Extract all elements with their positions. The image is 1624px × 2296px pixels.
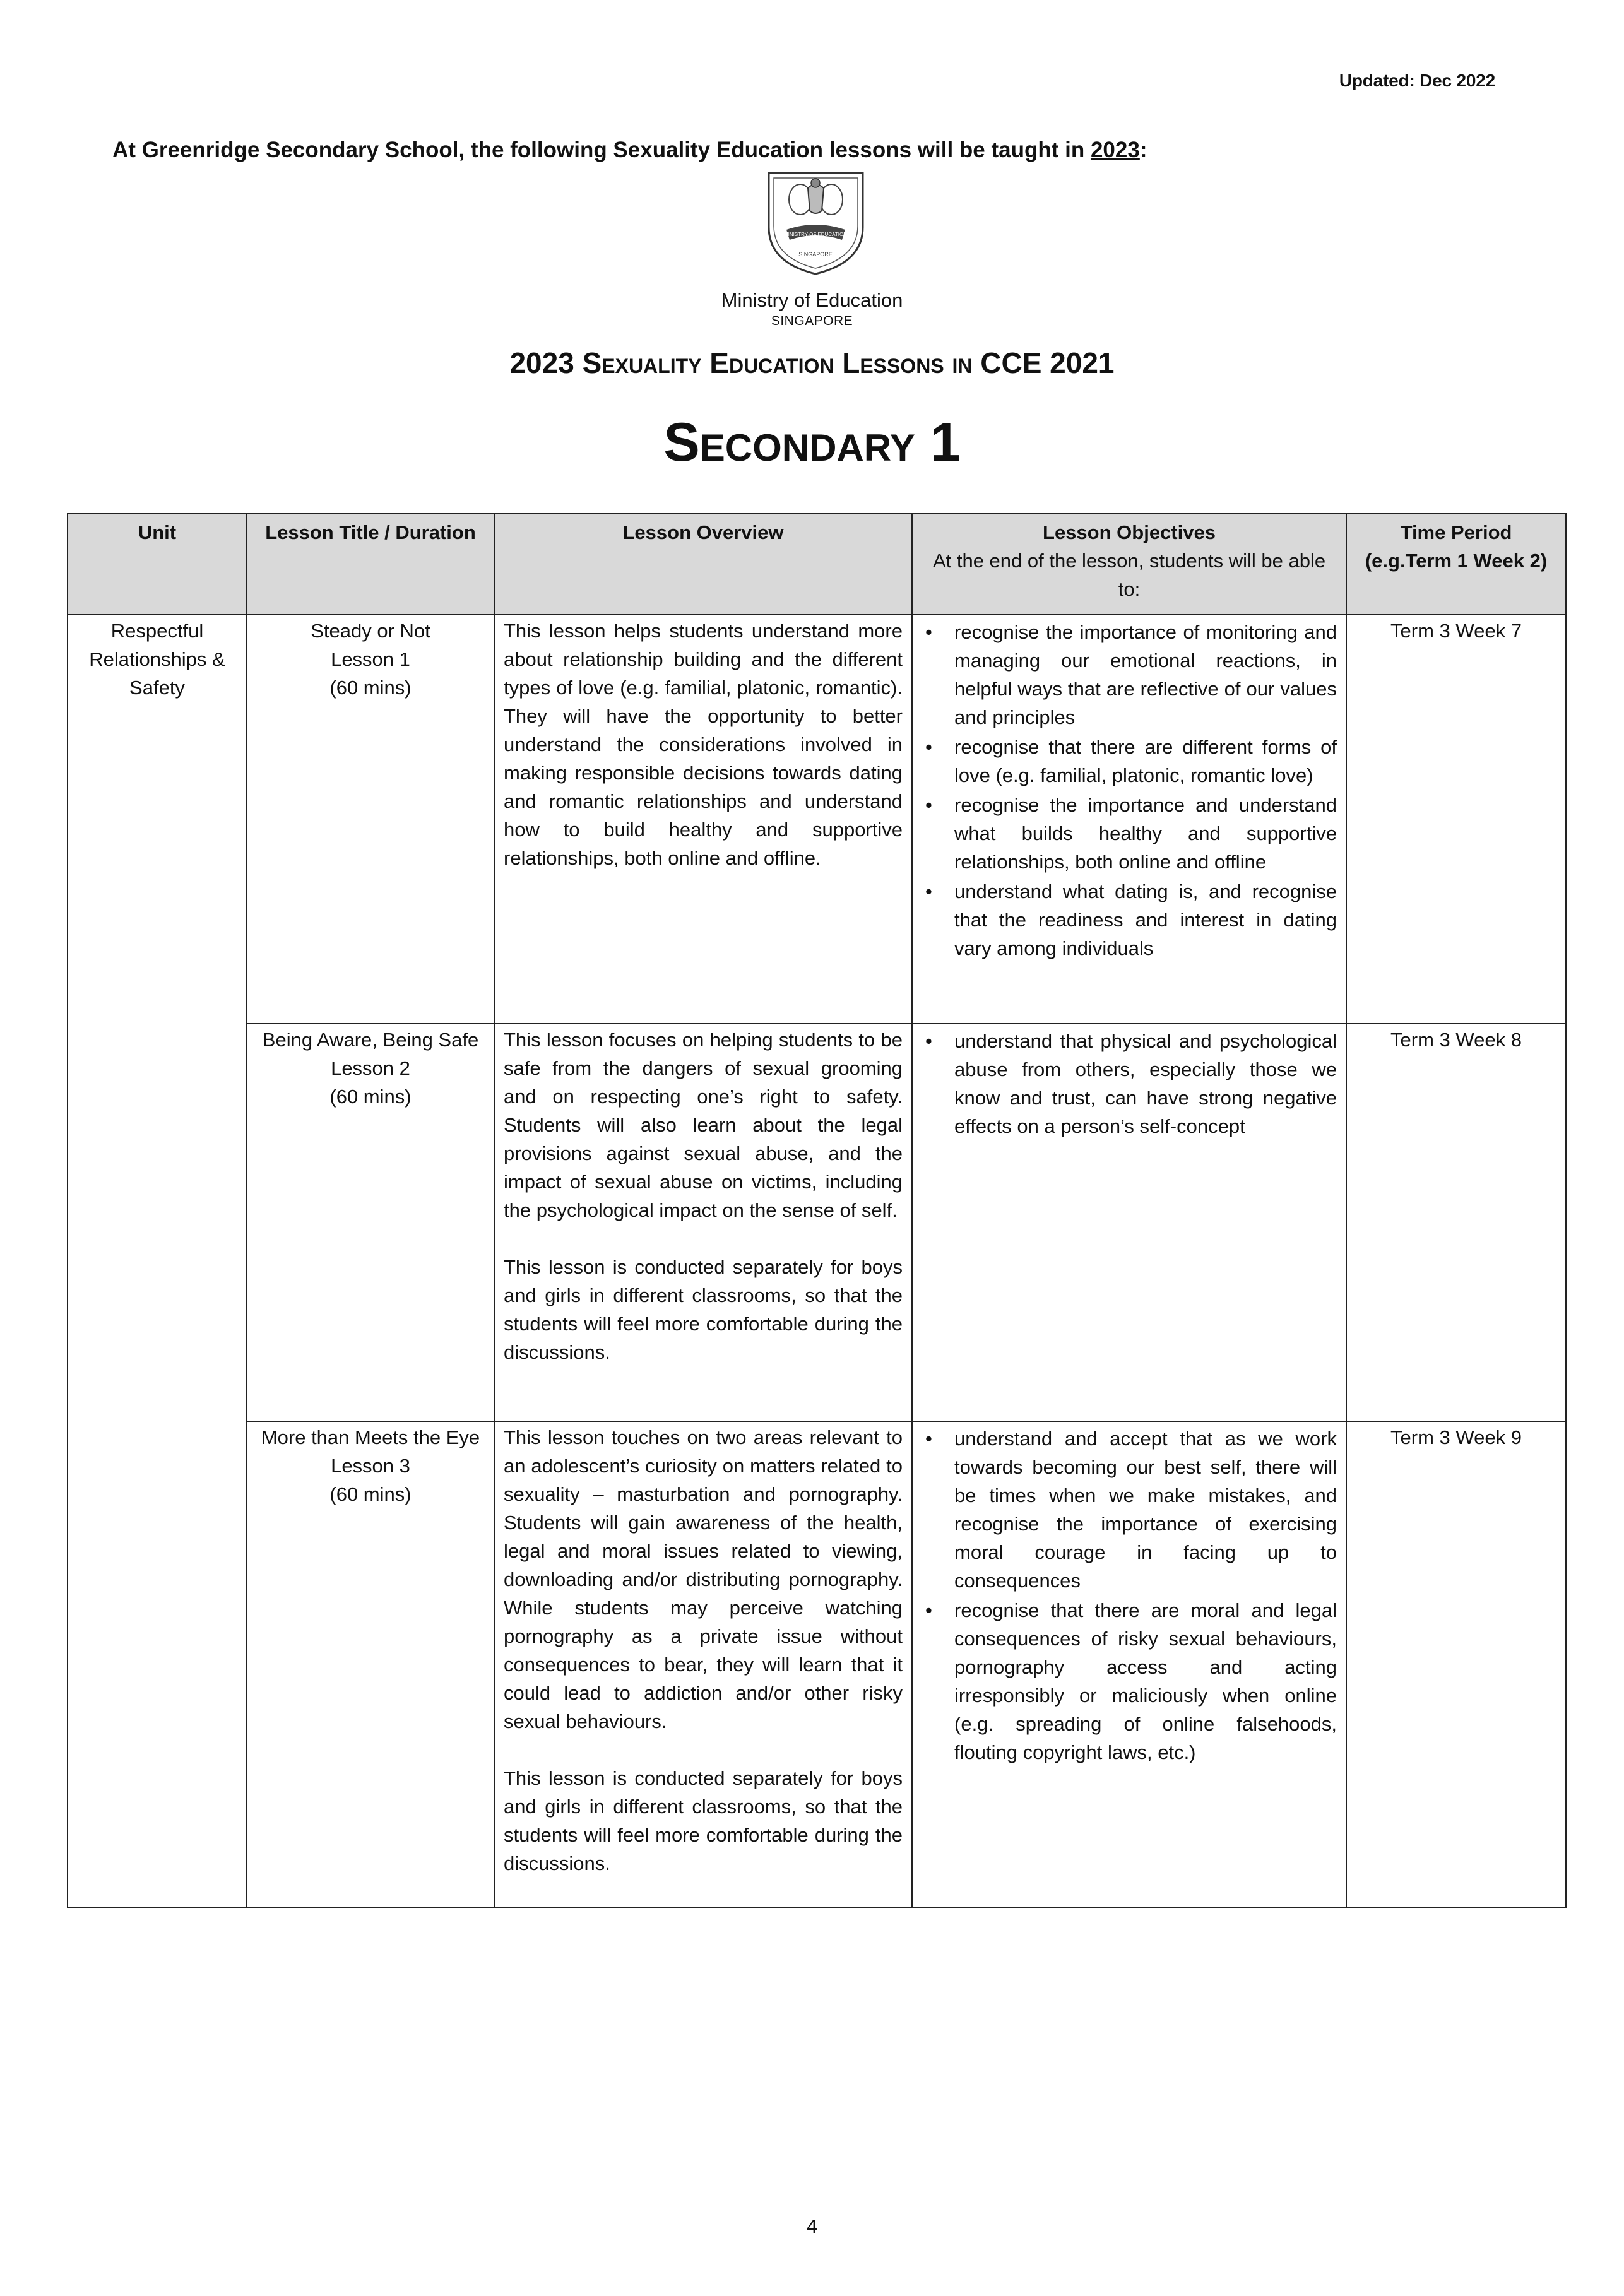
lesson-duration: (60 mins) [329, 677, 412, 699]
overview-paragraph: This lesson is conducted separately for boys and girls in different classrooms, so that the students will feel more comfortable during the discussions. [504, 1256, 903, 1363]
page-number: 4 [806, 2215, 818, 2237]
overview-paragraph: This lesson touches on two areas relevant to an adolescent’s curiosity on matters related to sexuality – masturbation and pornography. Students will gain awareness of the health, legal and moral issues related to viewing, downloading and/or distributing pornography. While students may perceive watching pornography as a private issue without consequences to bear, they will learn that it could lead to addiction and/or other risky sexual behaviours. [504, 1426, 903, 1732]
objective-item: • recognise the importance and understand what builds healthy and supportive relationships, both online and offline [922, 791, 1337, 876]
lesson-overview-cell [494, 1024, 912, 1421]
objective-item: • recognise that there are different forms of love (e.g. familial, platonic, romantic love) [922, 733, 1337, 790]
org-name: Ministry of Education [721, 289, 903, 311]
overview-paragraph: This lesson focuses on helping students to be safe from the dangers of sexual grooming and on respecting one’s right to safety. Students will also learn about the legal provisions against sexual abuse, and the impact of sexual abuse on victims, including the psychological impact on the sense of self. [504, 1029, 903, 1221]
objective-item: • understand what dating is, and recognise that the readiness and interest in dating vary among individuals [922, 877, 1337, 962]
lesson-title: More than Meets the Eye [261, 1426, 480, 1448]
org-country: SINGAPORE [771, 314, 853, 328]
updated-date: Updated: Dec 2022 [1339, 71, 1495, 90]
level-title: Secondary 1 [663, 412, 961, 473]
table-header-row [68, 514, 1566, 615]
table-row [68, 615, 1566, 1024]
header-lesson-title: Lesson Title / Duration [247, 514, 494, 615]
objective-item: • understand and accept that as we work towards becoming our best self, there will be times when we make mistakes, and recognise the importance of exercising moral courage in facing up to consequences [922, 1424, 1337, 1595]
unit-cell: Respectful Relationships & Safety [68, 615, 247, 1907]
lesson-overview-cell [494, 615, 912, 1024]
lesson-number: Lesson 2 [331, 1057, 410, 1079]
overview-paragraph: This lesson helps students understand more about relationship building and the different types of love (e.g. familial, platonic, romantic). They will have the opportunity to better understand the considerations involved in making responsible decisions towards dating and romantic relationships and understand how to build healthy and supportive relationships, both online and offline. [504, 620, 903, 869]
lesson-number: Lesson 1 [331, 648, 410, 670]
intro-year: 2023 [1090, 138, 1140, 162]
objectives-list [922, 1424, 1337, 1766]
lesson-duration: (60 mins) [329, 1086, 412, 1108]
table-row [68, 1421, 1566, 1907]
crest-footer-text: SINGAPORE [798, 251, 833, 257]
header-objectives [912, 514, 1346, 615]
time-period-cell: Term 3 Week 8 [1346, 1024, 1566, 1421]
objectives-list [922, 1027, 1337, 1140]
header-time-label: Time Period [1400, 521, 1512, 543]
lesson-objectives-cell [912, 1024, 1346, 1421]
header-objectives-label: Lesson Objectives [1043, 521, 1216, 543]
intro-sentence [112, 138, 1147, 163]
lesson-objectives-cell [912, 1421, 1346, 1907]
time-period-cell: Term 3 Week 9 [1346, 1421, 1566, 1907]
overview-paragraph: This lesson is conducted separately for boys and girls in different classrooms, so that the students will feel more comfortable during the discussions. [504, 1767, 903, 1874]
moe-crest-logo [764, 169, 868, 276]
lesson-title-cell [247, 1421, 494, 1907]
header-overview: Lesson Overview [494, 514, 912, 615]
lesson-objectives-cell [912, 615, 1346, 1024]
header-time-period [1346, 514, 1566, 615]
objectives-list [922, 618, 1337, 962]
intro-prefix: At Greenridge Secondary School, the following Sexuality Education lessons will be taught in [112, 138, 1091, 162]
lesson-overview-cell [494, 1421, 912, 1907]
lesson-title: Being Aware, Being Safe [262, 1029, 479, 1051]
lesson-title: Steady or Not [311, 620, 430, 642]
objective-item: • recognise that there are moral and legal consequences of risky sexual behaviours, pornography access and acting irresponsibly or maliciously when online (e.g. spreading of online falsehoods, flouting copyright laws, etc.) [922, 1596, 1337, 1766]
lesson-title-cell [247, 615, 494, 1024]
header-unit: Unit [68, 514, 247, 615]
document-title: 2023 Sexuality Education Lessons in CCE 2021 [509, 346, 1115, 379]
header-objectives-sub: At the end of the lesson, students will be able to: [932, 550, 1326, 600]
lesson-title-cell [247, 1024, 494, 1421]
intro-suffix: : [1139, 138, 1147, 162]
objective-item: • recognise the importance of monitoring and managing our emotional reactions, in helpful ways that are reflective of our values and principles [922, 618, 1337, 731]
crest-band-text: MINISTRY OF EDUCATION [783, 232, 848, 237]
time-period-cell: Term 3 Week 7 [1346, 615, 1566, 1024]
header-time-sub: (e.g.Term 1 Week 2) [1365, 550, 1548, 572]
table-row [68, 1024, 1566, 1421]
lesson-duration: (60 mins) [329, 1483, 412, 1505]
lesson-number: Lesson 3 [331, 1455, 410, 1477]
lessons-table [67, 513, 1567, 1908]
objective-item: • understand that physical and psychological abuse from others, especially those we know and trust, can have strong negative effects on a person’s self-concept [922, 1027, 1337, 1140]
